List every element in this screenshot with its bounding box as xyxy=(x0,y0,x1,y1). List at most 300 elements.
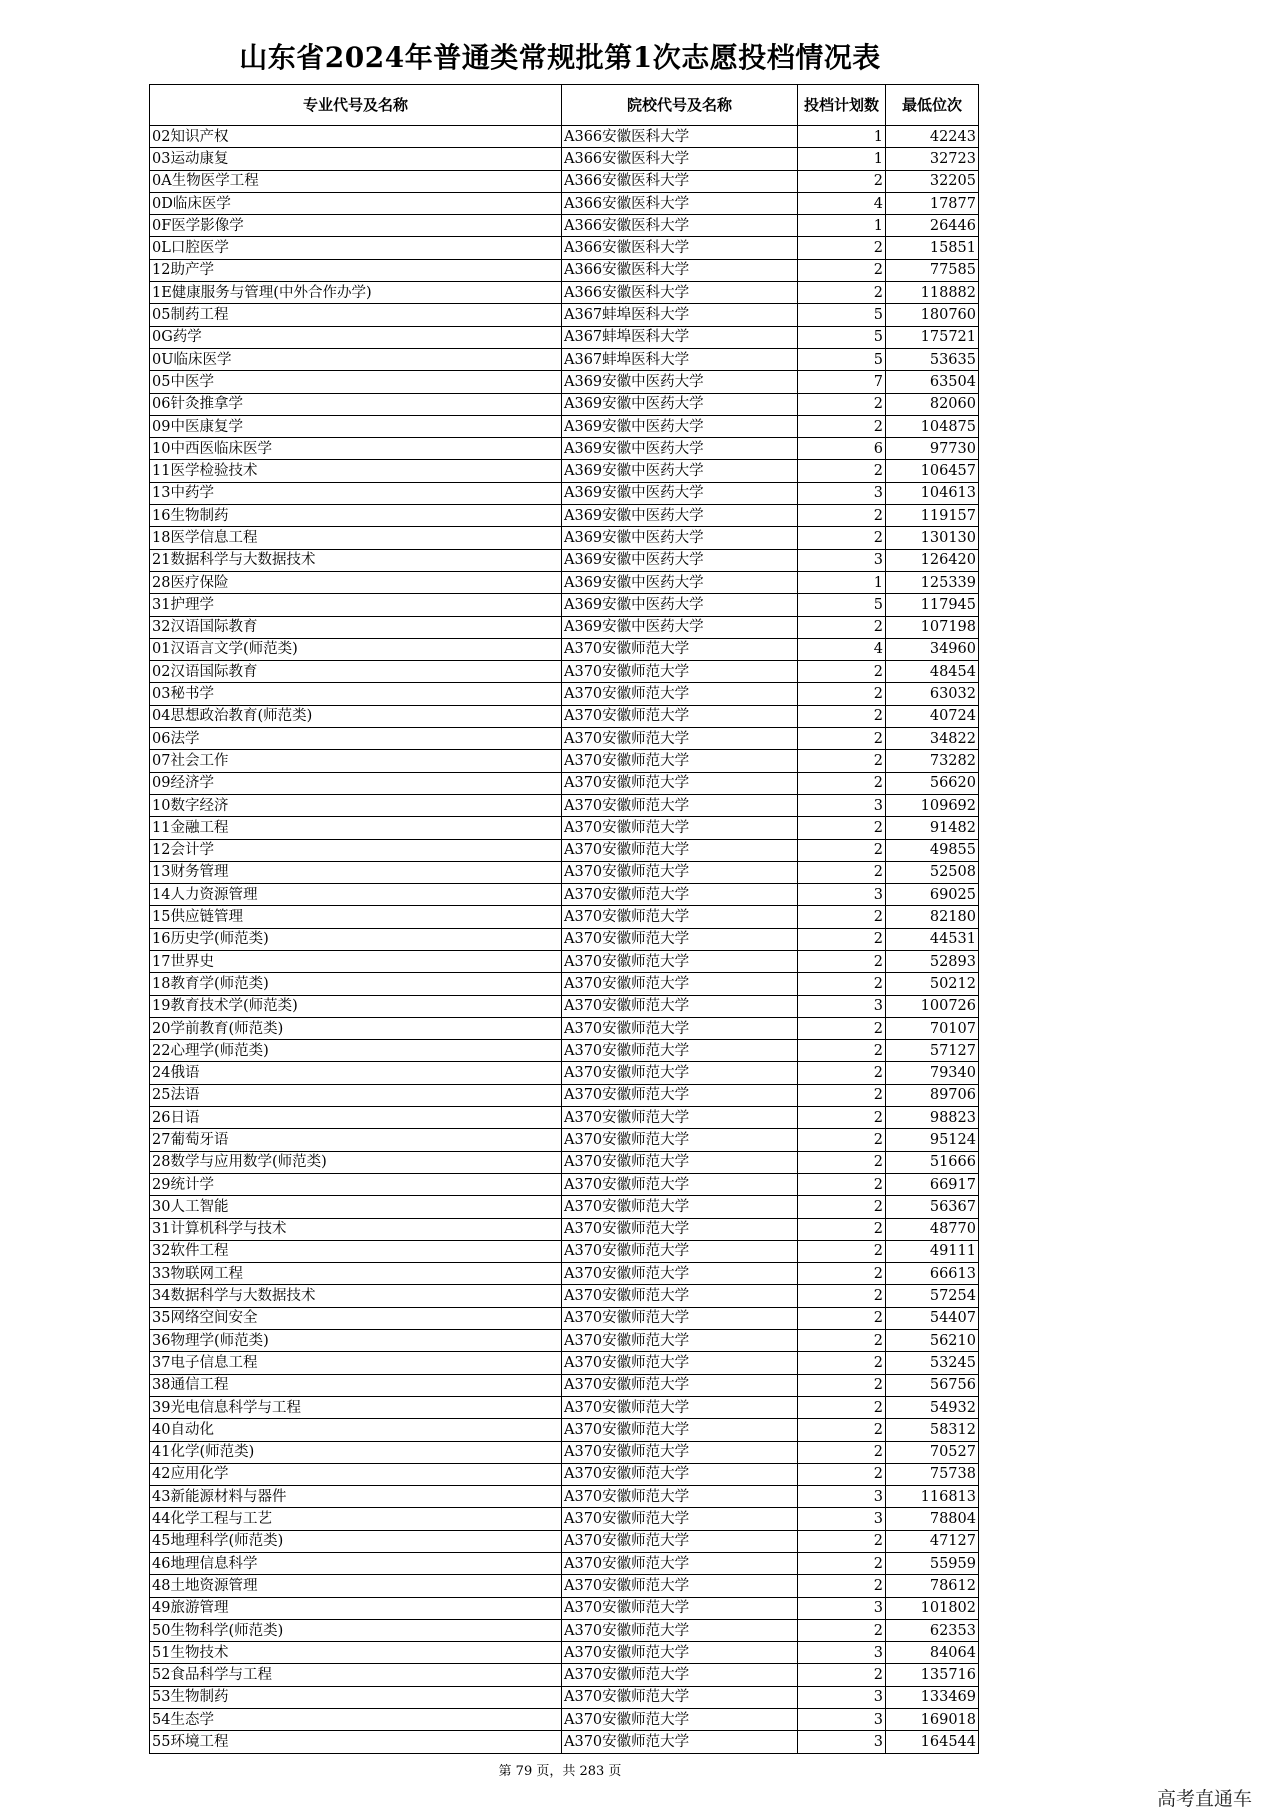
plan-cell: 2 xyxy=(798,661,886,683)
table-row xyxy=(150,817,979,839)
school-cell: A366安徽医科大学 xyxy=(562,215,798,237)
school-cell: A370安徽师范大学 xyxy=(562,1553,798,1575)
rank-cell: 15851 xyxy=(886,237,979,259)
plan-cell: 3 xyxy=(798,1731,886,1753)
major-cell: 11医学检验技术 xyxy=(150,460,562,482)
header-major: 专业代号及名称 xyxy=(150,85,562,126)
major-cell: 38通信工程 xyxy=(150,1374,562,1396)
school-cell: A370安徽师范大学 xyxy=(562,1084,798,1106)
table-row xyxy=(150,594,979,616)
table-row xyxy=(150,192,979,214)
plan-cell: 2 xyxy=(798,1040,886,1062)
school-cell: A370安徽师范大学 xyxy=(562,906,798,928)
school-cell: A370安徽师范大学 xyxy=(562,750,798,772)
major-cell: 52食品科学与工程 xyxy=(150,1664,562,1686)
rank-cell: 97730 xyxy=(886,438,979,460)
plan-cell: 6 xyxy=(798,438,886,460)
school-cell: A370安徽师范大学 xyxy=(562,1642,798,1664)
table-row xyxy=(150,460,979,482)
school-cell: A370安徽师范大学 xyxy=(562,661,798,683)
plan-cell: 3 xyxy=(798,1709,886,1731)
major-cell: 31计算机科学与技术 xyxy=(150,1218,562,1240)
table-row xyxy=(150,549,979,571)
admission-table xyxy=(149,84,979,1754)
plan-cell: 2 xyxy=(798,728,886,750)
rank-cell: 66917 xyxy=(886,1173,979,1195)
plan-cell: 1 xyxy=(798,215,886,237)
plan-cell: 2 xyxy=(798,1062,886,1084)
major-cell: 0L口腔医学 xyxy=(150,237,562,259)
rank-cell: 49111 xyxy=(886,1240,979,1262)
major-cell: 18医学信息工程 xyxy=(150,527,562,549)
school-cell: A366安徽医科大学 xyxy=(562,192,798,214)
school-cell: A370安徽师范大学 xyxy=(562,995,798,1017)
rank-cell: 57254 xyxy=(886,1285,979,1307)
table-row xyxy=(150,393,979,415)
plan-cell: 2 xyxy=(798,772,886,794)
plan-cell: 4 xyxy=(798,192,886,214)
school-cell: A370安徽师范大学 xyxy=(562,1285,798,1307)
school-cell: A370安徽师范大学 xyxy=(562,1441,798,1463)
major-cell: 31护理学 xyxy=(150,594,562,616)
plan-cell: 2 xyxy=(798,237,886,259)
table-row xyxy=(150,705,979,727)
major-cell: 09中医康复学 xyxy=(150,415,562,437)
plan-cell: 5 xyxy=(798,348,886,370)
rank-cell: 175721 xyxy=(886,326,979,348)
rank-cell: 34960 xyxy=(886,638,979,660)
plan-cell: 2 xyxy=(798,1396,886,1418)
school-cell: A370安徽师范大学 xyxy=(562,1709,798,1731)
major-cell: 41化学(师范类) xyxy=(150,1441,562,1463)
school-cell: A370安徽师范大学 xyxy=(562,1486,798,1508)
school-cell: A370安徽师范大学 xyxy=(562,839,798,861)
major-cell: 02汉语国际教育 xyxy=(150,661,562,683)
major-cell: 21数据科学与大数据技术 xyxy=(150,549,562,571)
major-cell: 50生物科学(师范类) xyxy=(150,1619,562,1641)
table-row xyxy=(150,1062,979,1084)
major-cell: 16生物制药 xyxy=(150,505,562,527)
plan-cell: 1 xyxy=(798,126,886,148)
school-cell: A370安徽师范大学 xyxy=(562,1218,798,1240)
rank-cell: 69025 xyxy=(886,884,979,906)
table-row xyxy=(150,973,979,995)
major-cell: 20学前教育(师范类) xyxy=(150,1017,562,1039)
major-cell: 03运动康复 xyxy=(150,148,562,170)
table-row xyxy=(150,1151,979,1173)
table-row xyxy=(150,1263,979,1285)
rank-cell: 91482 xyxy=(886,817,979,839)
school-cell: A370安徽师范大学 xyxy=(562,794,798,816)
major-cell: 55环境工程 xyxy=(150,1731,562,1753)
table-row xyxy=(150,728,979,750)
plan-cell: 2 xyxy=(798,1196,886,1218)
plan-cell: 3 xyxy=(798,1597,886,1619)
school-cell: A370安徽师范大学 xyxy=(562,1017,798,1039)
plan-cell: 2 xyxy=(798,1575,886,1597)
table-row xyxy=(150,1240,979,1262)
header-school: 院校代号及名称 xyxy=(562,85,798,126)
school-cell: A369安徽中医药大学 xyxy=(562,616,798,638)
rank-cell: 130130 xyxy=(886,527,979,549)
rank-cell: 78804 xyxy=(886,1508,979,1530)
page-title: 山东省2024年普通类常规批第1次志愿投档情况表 xyxy=(239,41,881,74)
rank-cell: 78612 xyxy=(886,1575,979,1597)
major-cell: 12助产学 xyxy=(150,259,562,281)
major-cell: 39光电信息科学与工程 xyxy=(150,1396,562,1418)
major-cell: 30人工智能 xyxy=(150,1196,562,1218)
major-cell: 40自动化 xyxy=(150,1419,562,1441)
table-row xyxy=(150,1396,979,1418)
table-row xyxy=(150,928,979,950)
rank-cell: 180760 xyxy=(886,304,979,326)
plan-cell: 2 xyxy=(798,683,886,705)
plan-cell: 3 xyxy=(798,794,886,816)
rank-cell: 62353 xyxy=(886,1619,979,1641)
plan-cell: 2 xyxy=(798,861,886,883)
table-row xyxy=(150,794,979,816)
plan-cell: 2 xyxy=(798,1330,886,1352)
school-cell: A367蚌埠医科大学 xyxy=(562,348,798,370)
major-cell: 53生物制药 xyxy=(150,1686,562,1708)
rank-cell: 17877 xyxy=(886,192,979,214)
major-cell: 26日语 xyxy=(150,1107,562,1129)
plan-cell: 3 xyxy=(798,884,886,906)
major-cell: 37电子信息工程 xyxy=(150,1352,562,1374)
school-cell: A370安徽师范大学 xyxy=(562,705,798,727)
major-cell: 11金融工程 xyxy=(150,817,562,839)
plan-cell: 2 xyxy=(798,1619,886,1641)
major-cell: 15供应链管理 xyxy=(150,906,562,928)
rank-cell: 48770 xyxy=(886,1218,979,1240)
table-row xyxy=(150,839,979,861)
table-row xyxy=(150,1129,979,1151)
table-row xyxy=(150,1709,979,1731)
school-cell: A366安徽医科大学 xyxy=(562,259,798,281)
table-row xyxy=(150,1107,979,1129)
table-row xyxy=(150,1218,979,1240)
school-cell: A370安徽师范大学 xyxy=(562,1196,798,1218)
rank-cell: 40724 xyxy=(886,705,979,727)
plan-cell: 2 xyxy=(798,906,886,928)
major-cell: 12会计学 xyxy=(150,839,562,861)
school-cell: A370安徽师范大学 xyxy=(562,1463,798,1485)
major-cell: 13中药学 xyxy=(150,482,562,504)
school-cell: A369安徽中医药大学 xyxy=(562,460,798,482)
table-body xyxy=(150,126,979,1754)
major-cell: 04思想政治教育(师范类) xyxy=(150,705,562,727)
plan-cell: 2 xyxy=(798,460,886,482)
school-cell: A370安徽师范大学 xyxy=(562,1396,798,1418)
school-cell: A369安徽中医药大学 xyxy=(562,549,798,571)
table-row xyxy=(150,906,979,928)
school-cell: A370安徽师范大学 xyxy=(562,1240,798,1262)
rank-cell: 47127 xyxy=(886,1530,979,1552)
school-cell: A370安徽师范大学 xyxy=(562,1419,798,1441)
table-row xyxy=(150,884,979,906)
school-cell: A370安徽师范大学 xyxy=(562,1597,798,1619)
table-row xyxy=(150,1352,979,1374)
plan-cell: 5 xyxy=(798,594,886,616)
major-cell: 46地理信息科学 xyxy=(150,1553,562,1575)
plan-cell: 2 xyxy=(798,393,886,415)
school-cell: A370安徽师范大学 xyxy=(562,1307,798,1329)
major-cell: 1E健康服务与管理(中外合作办学) xyxy=(150,282,562,304)
school-cell: A370安徽师范大学 xyxy=(562,638,798,660)
school-cell: A370安徽师范大学 xyxy=(562,1151,798,1173)
rank-cell: 54932 xyxy=(886,1396,979,1418)
plan-cell: 2 xyxy=(798,1107,886,1129)
table-row xyxy=(150,126,979,148)
plan-cell: 2 xyxy=(798,928,886,950)
plan-cell: 5 xyxy=(798,326,886,348)
rank-cell: 66613 xyxy=(886,1263,979,1285)
table-row xyxy=(150,482,979,504)
table-row xyxy=(150,348,979,370)
table-row xyxy=(150,1575,979,1597)
table-row xyxy=(150,1686,979,1708)
school-cell: A370安徽师范大学 xyxy=(562,1619,798,1641)
plan-cell: 1 xyxy=(798,571,886,593)
school-cell: A366安徽医科大学 xyxy=(562,170,798,192)
school-cell: A370安徽师范大学 xyxy=(562,1508,798,1530)
major-cell: 45地理科学(师范类) xyxy=(150,1530,562,1552)
table-row xyxy=(150,326,979,348)
school-cell: A370安徽师范大学 xyxy=(562,1731,798,1753)
rank-cell: 104613 xyxy=(886,482,979,504)
major-cell: 28数学与应用数学(师范类) xyxy=(150,1151,562,1173)
school-cell: A370安徽师范大学 xyxy=(562,1330,798,1352)
table-row xyxy=(150,259,979,281)
rank-cell: 169018 xyxy=(886,1709,979,1731)
major-cell: 06针灸推拿学 xyxy=(150,393,562,415)
plan-cell: 2 xyxy=(798,973,886,995)
rank-cell: 48454 xyxy=(886,661,979,683)
table-row xyxy=(150,1530,979,1552)
school-cell: A370安徽师范大学 xyxy=(562,884,798,906)
header-plan: 投档计划数 xyxy=(798,85,886,126)
major-cell: 05制药工程 xyxy=(150,304,562,326)
major-cell: 29统计学 xyxy=(150,1173,562,1195)
plan-cell: 2 xyxy=(798,259,886,281)
rank-cell: 56367 xyxy=(886,1196,979,1218)
major-cell: 10中西医临床医学 xyxy=(150,438,562,460)
table-row xyxy=(150,1374,979,1396)
table-row xyxy=(150,1196,979,1218)
table-row xyxy=(150,772,979,794)
rank-cell: 51666 xyxy=(886,1151,979,1173)
plan-cell: 3 xyxy=(798,1486,886,1508)
major-cell: 32软件工程 xyxy=(150,1240,562,1262)
school-cell: A370安徽师范大学 xyxy=(562,1173,798,1195)
rank-cell: 107198 xyxy=(886,616,979,638)
major-cell: 13财务管理 xyxy=(150,861,562,883)
rank-cell: 116813 xyxy=(886,1486,979,1508)
table-row xyxy=(150,1463,979,1485)
plan-cell: 3 xyxy=(798,482,886,504)
table-row xyxy=(150,1508,979,1530)
rank-cell: 44531 xyxy=(886,928,979,950)
rank-cell: 106457 xyxy=(886,460,979,482)
table-row xyxy=(150,1664,979,1686)
major-cell: 28医疗保险 xyxy=(150,571,562,593)
plan-cell: 2 xyxy=(798,1419,886,1441)
school-cell: A367蚌埠医科大学 xyxy=(562,304,798,326)
table-row xyxy=(150,304,979,326)
plan-cell: 2 xyxy=(798,505,886,527)
rank-cell: 75738 xyxy=(886,1463,979,1485)
table-row xyxy=(150,661,979,683)
rank-cell: 84064 xyxy=(886,1642,979,1664)
rank-cell: 42243 xyxy=(886,126,979,148)
rank-cell: 126420 xyxy=(886,549,979,571)
table-row xyxy=(150,371,979,393)
plan-cell: 2 xyxy=(798,817,886,839)
table-row xyxy=(150,638,979,660)
table-row xyxy=(150,861,979,883)
rank-cell: 82180 xyxy=(886,906,979,928)
school-cell: A366安徽医科大学 xyxy=(562,148,798,170)
table-row xyxy=(150,950,979,972)
rank-cell: 109692 xyxy=(886,794,979,816)
table-row xyxy=(150,1619,979,1641)
major-cell: 07社会工作 xyxy=(150,750,562,772)
school-cell: A370安徽师范大学 xyxy=(562,728,798,750)
page-footer: 第 79 页，共 283 页 xyxy=(498,1764,622,1779)
plan-cell: 3 xyxy=(798,1508,886,1530)
school-cell: A370安徽师范大学 xyxy=(562,1686,798,1708)
rank-cell: 101802 xyxy=(886,1597,979,1619)
school-cell: A366安徽医科大学 xyxy=(562,126,798,148)
table-row xyxy=(150,683,979,705)
table-row xyxy=(150,1441,979,1463)
school-cell: A370安徽师范大学 xyxy=(562,772,798,794)
plan-cell: 2 xyxy=(798,1173,886,1195)
rank-cell: 56756 xyxy=(886,1374,979,1396)
plan-cell: 2 xyxy=(798,1151,886,1173)
school-cell: A370安徽师范大学 xyxy=(562,1263,798,1285)
table-row xyxy=(150,571,979,593)
major-cell: 43新能源材料与器件 xyxy=(150,1486,562,1508)
rank-cell: 95124 xyxy=(886,1129,979,1151)
major-cell: 0F医学影像学 xyxy=(150,215,562,237)
school-cell: A370安徽师范大学 xyxy=(562,1352,798,1374)
table-row xyxy=(150,1173,979,1195)
table-row xyxy=(150,1486,979,1508)
rank-cell: 164544 xyxy=(886,1731,979,1753)
school-cell: A369安徽中医药大学 xyxy=(562,594,798,616)
table-row xyxy=(150,282,979,304)
plan-cell: 2 xyxy=(798,415,886,437)
plan-cell: 2 xyxy=(798,1285,886,1307)
major-cell: 0U临床医学 xyxy=(150,348,562,370)
plan-cell: 2 xyxy=(798,750,886,772)
plan-cell: 2 xyxy=(798,1664,886,1686)
rank-cell: 63032 xyxy=(886,683,979,705)
school-cell: A369安徽中医药大学 xyxy=(562,393,798,415)
plan-cell: 2 xyxy=(798,616,886,638)
school-cell: A370安徽师范大学 xyxy=(562,1062,798,1084)
major-cell: 32汉语国际教育 xyxy=(150,616,562,638)
major-cell: 19教育技术学(师范类) xyxy=(150,995,562,1017)
table-row xyxy=(150,1553,979,1575)
school-cell: A370安徽师范大学 xyxy=(562,950,798,972)
table-row xyxy=(150,1597,979,1619)
major-cell: 48土地资源管理 xyxy=(150,1575,562,1597)
plan-cell: 2 xyxy=(798,170,886,192)
school-cell: A367蚌埠医科大学 xyxy=(562,326,798,348)
rank-cell: 79340 xyxy=(886,1062,979,1084)
rank-cell: 82060 xyxy=(886,393,979,415)
school-cell: A369安徽中医药大学 xyxy=(562,505,798,527)
table-row xyxy=(150,995,979,1017)
major-cell: 10数字经济 xyxy=(150,794,562,816)
plan-cell: 2 xyxy=(798,950,886,972)
plan-cell: 3 xyxy=(798,549,886,571)
table-row xyxy=(150,415,979,437)
plan-cell: 2 xyxy=(798,1218,886,1240)
major-cell: 25法语 xyxy=(150,1084,562,1106)
major-cell: 35网络空间安全 xyxy=(150,1307,562,1329)
school-cell: A369安徽中医药大学 xyxy=(562,571,798,593)
rank-cell: 104875 xyxy=(886,415,979,437)
header-rank: 最低位次 xyxy=(886,85,979,126)
rank-cell: 135716 xyxy=(886,1664,979,1686)
table-row xyxy=(150,237,979,259)
table-row xyxy=(150,1731,979,1753)
major-cell: 16历史学(师范类) xyxy=(150,928,562,950)
plan-cell: 2 xyxy=(798,705,886,727)
table-row xyxy=(150,527,979,549)
major-cell: 0D临床医学 xyxy=(150,192,562,214)
table-row xyxy=(150,505,979,527)
watermark: 高考直通车 xyxy=(1156,1788,1252,1810)
table-row xyxy=(150,170,979,192)
major-cell: 51生物技术 xyxy=(150,1642,562,1664)
rank-cell: 55959 xyxy=(886,1553,979,1575)
plan-cell: 2 xyxy=(798,1129,886,1151)
table-row xyxy=(150,1307,979,1329)
school-cell: A370安徽师范大学 xyxy=(562,928,798,950)
rank-cell: 32205 xyxy=(886,170,979,192)
table-row xyxy=(150,1330,979,1352)
major-cell: 05中医学 xyxy=(150,371,562,393)
major-cell: 24俄语 xyxy=(150,1062,562,1084)
rank-cell: 56210 xyxy=(886,1330,979,1352)
plan-cell: 2 xyxy=(798,1263,886,1285)
school-cell: A370安徽师范大学 xyxy=(562,973,798,995)
plan-cell: 2 xyxy=(798,839,886,861)
school-cell: A370安徽师范大学 xyxy=(562,861,798,883)
school-cell: A369安徽中医药大学 xyxy=(562,371,798,393)
rank-cell: 34822 xyxy=(886,728,979,750)
plan-cell: 2 xyxy=(798,1374,886,1396)
plan-cell: 2 xyxy=(798,282,886,304)
rank-cell: 117945 xyxy=(886,594,979,616)
rank-cell: 57127 xyxy=(886,1040,979,1062)
rank-cell: 77585 xyxy=(886,259,979,281)
rank-cell: 52508 xyxy=(886,861,979,883)
table-row xyxy=(150,1419,979,1441)
plan-cell: 3 xyxy=(798,1686,886,1708)
major-cell: 17世界史 xyxy=(150,950,562,972)
major-cell: 02知识产权 xyxy=(150,126,562,148)
major-cell: 27葡萄牙语 xyxy=(150,1129,562,1151)
major-cell: 49旅游管理 xyxy=(150,1597,562,1619)
major-cell: 34数据科学与大数据技术 xyxy=(150,1285,562,1307)
plan-cell: 2 xyxy=(798,1240,886,1262)
rank-cell: 58312 xyxy=(886,1419,979,1441)
